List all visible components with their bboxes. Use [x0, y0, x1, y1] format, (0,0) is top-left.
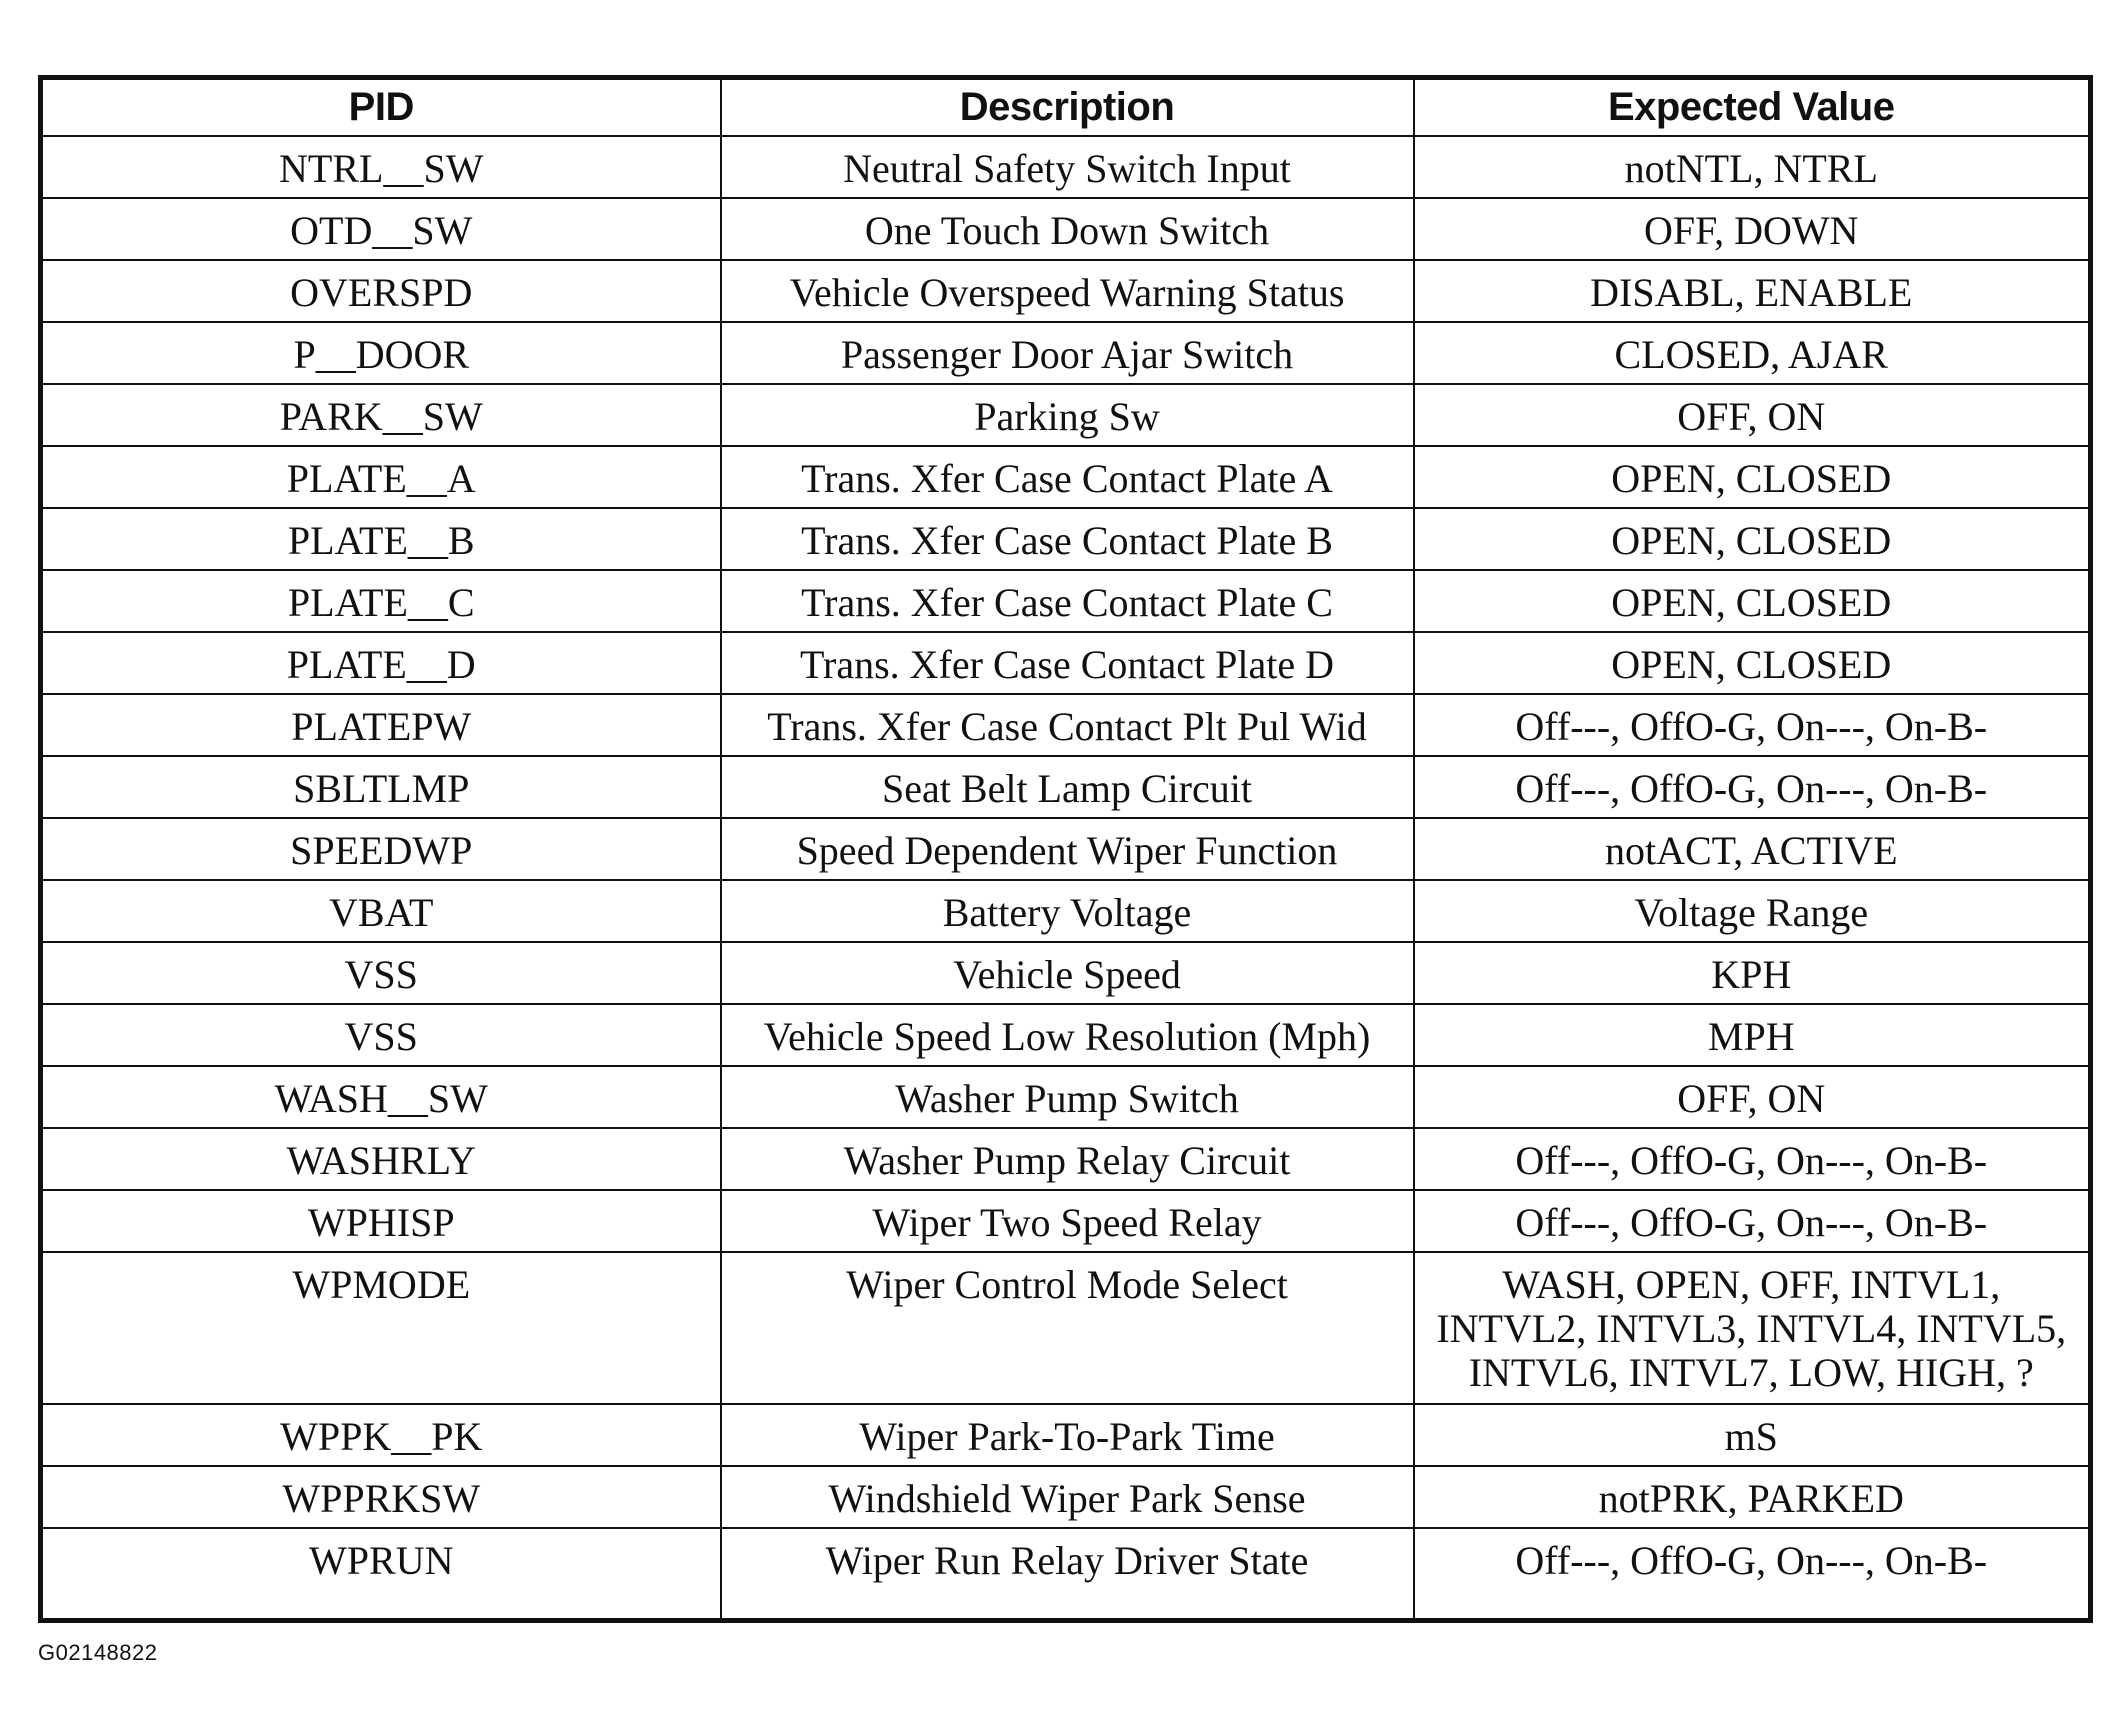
cell-pid-text: WPPRKSW — [282, 1476, 481, 1521]
cell-description-text: Trans. Xfer Case Contact Plate D — [800, 642, 1334, 687]
cell-pid — [41, 322, 721, 384]
cell-expected-value-text: Off---, OffO-G, On---, On-B- — [1515, 1200, 1988, 1245]
table-row — [41, 880, 2091, 942]
cell-pid — [41, 756, 721, 818]
cell-expected-value — [1414, 1252, 2091, 1404]
cell-description — [721, 1066, 1414, 1128]
cell-pid-text: WASH__SW — [274, 1076, 488, 1121]
cell-pid — [41, 136, 721, 198]
table-row — [41, 1466, 2091, 1528]
cell-expected-value — [1414, 446, 2091, 508]
table-row — [41, 1128, 2091, 1190]
cell-pid — [41, 1128, 721, 1190]
cell-pid — [41, 260, 721, 322]
cell-pid-text: PARK__SW — [279, 394, 483, 439]
table-row — [41, 1528, 2091, 1620]
cell-pid-text: PLATE__A — [286, 456, 476, 501]
cell-expected-value — [1414, 1466, 2091, 1528]
cell-description — [721, 818, 1414, 880]
cell-pid-text: VSS — [344, 1014, 418, 1059]
cell-expected-value — [1414, 818, 2091, 880]
table-row — [41, 508, 2091, 570]
cell-expected-value — [1414, 1004, 2091, 1066]
cell-pid-text: P__DOOR — [293, 332, 470, 377]
cell-expected-value — [1414, 756, 2091, 818]
cell-expected-value-text: OPEN, CLOSED — [1611, 518, 1892, 563]
table-row — [41, 632, 2091, 694]
cell-pid-text: SBLTLMP — [293, 766, 470, 811]
cell-expected-value-text: OPEN, CLOSED — [1611, 456, 1892, 501]
cell-description-text: Neutral Safety Switch Input — [843, 146, 1291, 191]
cell-expected-value — [1414, 198, 2091, 260]
cell-expected-value-text: Off---, OffO-G, On---, On-B- — [1515, 704, 1988, 749]
table-row — [41, 1066, 2091, 1128]
table-row — [41, 756, 2091, 818]
cell-description — [721, 1528, 1414, 1620]
cell-description — [721, 322, 1414, 384]
cell-expected-value — [1414, 632, 2091, 694]
cell-expected-value-text: Off---, OffO-G, On---, On-B- — [1515, 766, 1988, 811]
pid-table — [38, 75, 2093, 1623]
cell-pid-text: WPRUN — [309, 1538, 454, 1583]
cell-description-text: Seat Belt Lamp Circuit — [882, 766, 1252, 811]
cell-expected-value-text: notACT, ACTIVE — [1604, 828, 1898, 873]
cell-expected-value — [1414, 880, 2091, 942]
header-pid: PID — [41, 78, 721, 137]
cell-description — [721, 880, 1414, 942]
cell-description-text: Vehicle Speed Low Resolution (Mph) — [763, 1014, 1371, 1059]
cell-expected-value — [1414, 570, 2091, 632]
cell-pid — [41, 1466, 721, 1528]
table-row — [41, 570, 2091, 632]
cell-expected-value-text: OFF, ON — [1677, 394, 1826, 439]
table-body — [41, 136, 2091, 1620]
cell-expected-value-text: OPEN, CLOSED — [1611, 642, 1892, 687]
cell-pid — [41, 384, 721, 446]
table-row — [41, 260, 2091, 322]
cell-pid — [41, 694, 721, 756]
cell-pid-text: WASHRLY — [286, 1138, 476, 1183]
cell-description-text: Trans. Xfer Case Contact Plate C — [801, 580, 1333, 625]
cell-description — [721, 1190, 1414, 1252]
cell-description-text: Windshield Wiper Park Sense — [828, 1476, 1306, 1521]
cell-description — [721, 1128, 1414, 1190]
table-row — [41, 1190, 2091, 1252]
cell-expected-value-text: DISABL, ENABLE — [1590, 270, 1913, 315]
cell-expected-value — [1414, 508, 2091, 570]
table-row — [41, 384, 2091, 446]
table-row — [41, 1004, 2091, 1066]
cell-expected-value-text: mS — [1724, 1414, 1778, 1459]
cell-pid-text: WPMODE — [292, 1262, 471, 1307]
cell-pid-text: PLATEPW — [291, 704, 472, 749]
cell-description — [721, 136, 1414, 198]
cell-expected-value-text: OFF, DOWN — [1643, 208, 1859, 253]
cell-expected-value-text: CLOSED, AJAR — [1614, 332, 1888, 377]
cell-expected-value-text: notPRK, PARKED — [1598, 1476, 1904, 1521]
cell-description-text: Battery Voltage — [942, 890, 1192, 935]
cell-pid — [41, 942, 721, 1004]
cell-pid-text: VSS — [344, 952, 418, 997]
cell-expected-value-text: KPH — [1711, 952, 1792, 997]
cell-pid — [41, 1528, 721, 1620]
table-row — [41, 1252, 2091, 1404]
cell-expected-value — [1414, 322, 2091, 384]
cell-description-text: Wiper Two Speed Relay — [872, 1200, 1262, 1245]
cell-expected-value — [1414, 260, 2091, 322]
cell-description — [721, 694, 1414, 756]
cell-description-text: Washer Pump Relay Circuit — [843, 1138, 1291, 1183]
cell-description — [721, 632, 1414, 694]
cell-pid-text: WPPK__PK — [280, 1414, 483, 1459]
cell-expected-value — [1414, 384, 2091, 446]
cell-description — [721, 756, 1414, 818]
cell-description — [721, 1252, 1414, 1404]
table-row — [41, 1404, 2091, 1466]
cell-pid-text: PLATE__C — [287, 580, 475, 625]
header-expected-value: Expected Value — [1414, 78, 2091, 137]
figure-id: G02148822 — [38, 1640, 158, 1665]
cell-expected-value — [1414, 942, 2091, 1004]
cell-description — [721, 570, 1414, 632]
cell-description — [721, 446, 1414, 508]
cell-description-text: Speed Dependent Wiper Function — [796, 828, 1338, 873]
cell-description-text: Washer Pump Switch — [895, 1076, 1239, 1121]
cell-pid — [41, 632, 721, 694]
cell-pid — [41, 198, 721, 260]
cell-description — [721, 260, 1414, 322]
cell-pid — [41, 1190, 721, 1252]
cell-pid-text: VBAT — [329, 890, 434, 935]
cell-description-text: Wiper Park-To-Park Time — [859, 1414, 1275, 1459]
table-row — [41, 694, 2091, 756]
table-row — [41, 818, 2091, 880]
cell-pid — [41, 880, 721, 942]
cell-pid-text: PLATE__B — [287, 518, 475, 563]
cell-pid-text: OTD__SW — [290, 208, 473, 253]
cell-description-text: Trans. Xfer Case Contact Plt Pul Wid — [767, 704, 1367, 749]
cell-description — [721, 384, 1414, 446]
cell-expected-value-text: OPEN, CLOSED — [1611, 580, 1892, 625]
cell-pid — [41, 818, 721, 880]
table-row — [41, 446, 2091, 508]
cell-expected-value — [1414, 1528, 2091, 1620]
cell-description — [721, 198, 1414, 260]
cell-pid — [41, 570, 721, 632]
cell-description-text: Vehicle Speed — [953, 952, 1181, 997]
cell-description-text: One Touch Down Switch — [864, 208, 1270, 253]
cell-description — [721, 1004, 1414, 1066]
cell-expected-value-text: MPH — [1707, 1014, 1795, 1059]
cell-pid-text: OVERSPD — [290, 270, 473, 315]
cell-pid-text: PLATE__D — [286, 642, 476, 687]
cell-description — [721, 942, 1414, 1004]
table-row — [41, 136, 2091, 198]
cell-pid — [41, 1066, 721, 1128]
cell-pid — [41, 446, 721, 508]
table-row — [41, 942, 2091, 1004]
cell-expected-value-text: WASH, OPEN, OFF, INTVL1, INTVL2, INTVL3, INTVL4, INTVL5, INTVL6, INTVL7, LOW, HIGH, ? — [1436, 1262, 2067, 1395]
cell-description-text: Passenger Door Ajar Switch — [840, 332, 1294, 377]
cell-pid-text: NTRL__SW — [279, 146, 484, 191]
cell-description-text: Trans. Xfer Case Contact Plate B — [801, 518, 1333, 563]
cell-description-text: Wiper Run Relay Driver State — [825, 1538, 1309, 1583]
cell-expected-value-text: Off---, OffO-G, On---, On-B- — [1515, 1538, 1988, 1583]
cell-pid — [41, 1252, 721, 1404]
cell-description-text: Wiper Control Mode Select — [846, 1262, 1288, 1307]
cell-expected-value — [1414, 1066, 2091, 1128]
cell-description — [721, 1466, 1414, 1528]
cell-pid-text: WPHISP — [307, 1200, 455, 1245]
header-row — [41, 78, 2091, 137]
cell-pid — [41, 1404, 721, 1466]
cell-pid — [41, 508, 721, 570]
cell-pid — [41, 1004, 721, 1066]
cell-description — [721, 508, 1414, 570]
cell-expected-value — [1414, 694, 2091, 756]
cell-description-text: Vehicle Overspeed Warning Status — [789, 270, 1345, 315]
cell-description — [721, 1404, 1414, 1466]
cell-pid-text: SPEEDWP — [290, 828, 473, 873]
cell-expected-value-text: Off---, OffO-G, On---, On-B- — [1515, 1138, 1988, 1183]
header-description: Description — [721, 78, 1414, 137]
cell-description-text: Parking Sw — [974, 394, 1160, 439]
cell-expected-value — [1414, 1404, 2091, 1466]
table-row — [41, 322, 2091, 384]
cell-expected-value-text: Voltage Range — [1634, 890, 1869, 935]
cell-expected-value — [1414, 1128, 2091, 1190]
cell-expected-value-text: OFF, ON — [1677, 1076, 1826, 1121]
cell-expected-value — [1414, 136, 2091, 198]
cell-expected-value-text: notNTL, NTRL — [1624, 146, 1878, 191]
table-row — [41, 198, 2091, 260]
cell-expected-value — [1414, 1190, 2091, 1252]
cell-description-text: Trans. Xfer Case Contact Plate A — [801, 456, 1333, 501]
